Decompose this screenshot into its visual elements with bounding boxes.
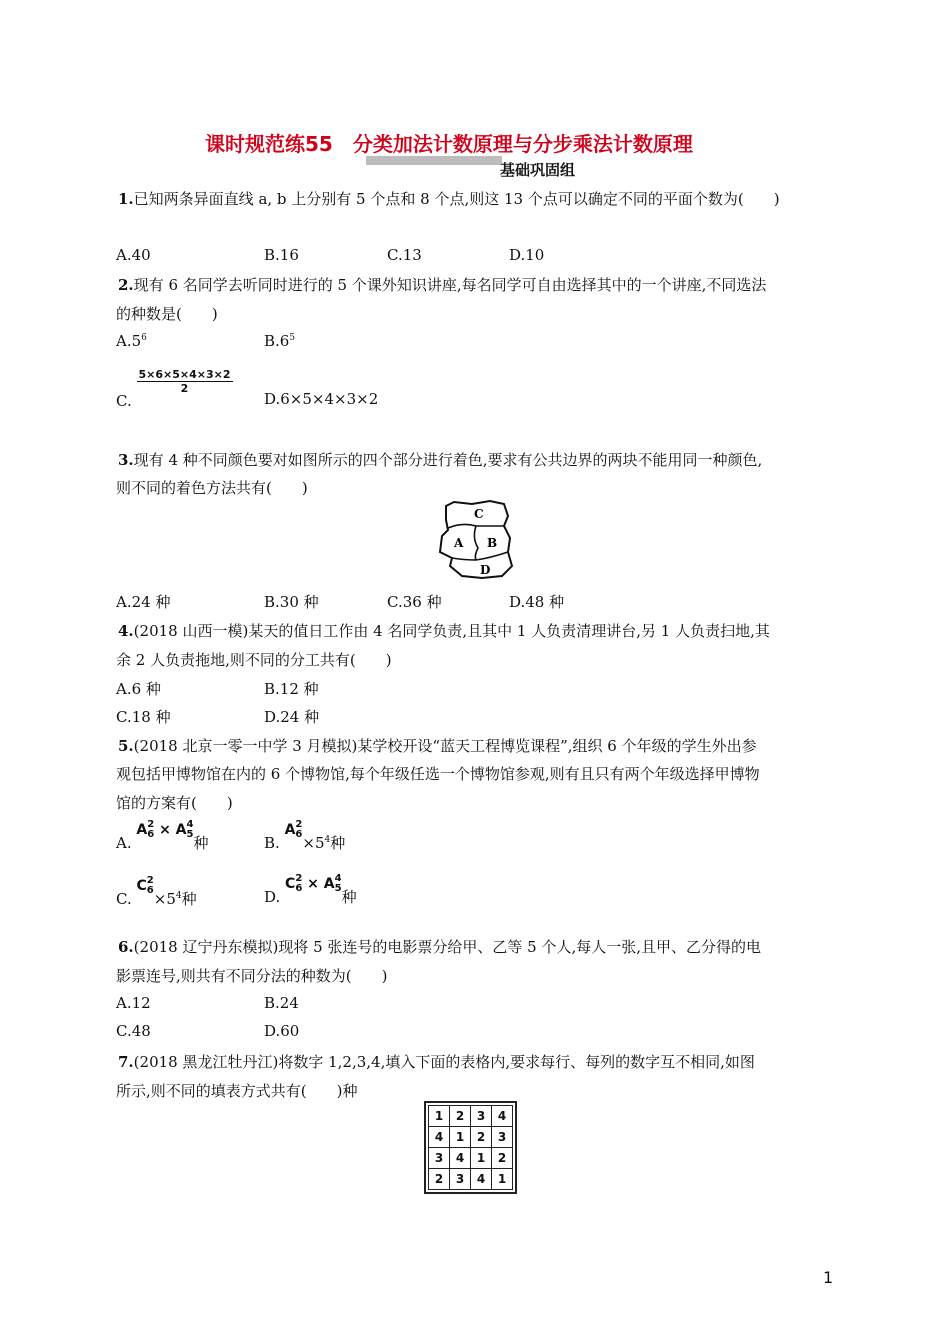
- region-label-d: D: [480, 563, 491, 577]
- question-5: [118, 735, 757, 756]
- grid-cell: 1: [471, 1148, 492, 1169]
- question-text-cont: 所示,则不同的填表方式共有( )种: [116, 1082, 358, 1100]
- option-c: C. $\frac{5\times 6\times 5\times 4\times 3\times 2}{2}$: [116, 368, 231, 410]
- option-d: D. C 2 6 × A 4 5 种: [264, 873, 357, 906]
- grid-cell: 1: [450, 1127, 471, 1148]
- grid-cell: 4: [450, 1148, 471, 1169]
- section-underline: [366, 156, 502, 165]
- grid-row: [429, 1148, 513, 1169]
- option-a: A.24 种: [116, 593, 171, 611]
- option-a: A.6 种: [116, 680, 161, 698]
- option-c: C.48: [116, 1022, 151, 1040]
- question-4: [118, 620, 770, 641]
- question-1: [118, 188, 780, 209]
- question-text: (2018 黑龙江牡丹江)将数字 1,2,3,4,填入下面的表格内,要求每行、每列的数字互不相同,如图: [133, 1053, 755, 1071]
- grid-cell: 3: [471, 1106, 492, 1127]
- question-text-cont: 影票连号,则共有不同分法的种数为( ): [116, 967, 388, 985]
- option-c: C.13: [387, 246, 422, 264]
- grid-cell: 1: [492, 1169, 513, 1190]
- grid-cell: 2: [492, 1148, 513, 1169]
- question-text: 已知两条异面直线 a, b 上分别有 5 个点和 8 个点,则这 13 个点可以确定不同的平面个数为( ): [133, 190, 780, 208]
- option-d: D.6×5×4×3×2: [264, 390, 379, 408]
- grid-cell: 1: [429, 1106, 450, 1127]
- question-number: 5.: [118, 737, 134, 755]
- question-text: (2018 山西一模)某天的值日工作由 4 名同学负责,且其中 1 人负责清理讲台,另 1 人负责扫地,其: [133, 622, 770, 640]
- number-grid: [428, 1105, 513, 1190]
- grid-cell: 4: [429, 1127, 450, 1148]
- grid-cell: 3: [492, 1127, 513, 1148]
- region-label-b: B: [487, 536, 498, 550]
- grid-row: [429, 1169, 513, 1190]
- option-c: C.36 种: [387, 593, 442, 611]
- option-d: D.48 种: [509, 593, 565, 611]
- question-number: 4.: [118, 622, 134, 640]
- grid-cell: 2: [471, 1127, 492, 1148]
- grid-cell: 3: [450, 1169, 471, 1190]
- question-text-cont: 的种数是( ): [116, 305, 218, 323]
- region-label-c: C: [474, 507, 484, 521]
- formula-c2-6-times-a4-5: C 2 6 × A 4 5: [285, 873, 342, 894]
- question-3: [118, 449, 762, 470]
- grid-row: [429, 1127, 513, 1148]
- section-heading: 基础巩固组: [500, 161, 576, 179]
- question-number: 1.: [118, 190, 134, 208]
- page-title: 课时规范练55 分类加法计数原理与分步乘法计数原理: [205, 132, 693, 156]
- question-text: (2018 北京一零一中学 3 月模拟)某学校开设“蓝天工程博览课程”,组织 6 个年级的学生外出参: [133, 737, 757, 755]
- question-text: 现有 6 名同学去听同时进行的 5 个课外知识讲座,每名同学可自由选择其中的一个讲座,不同选法: [133, 276, 767, 294]
- question-number: 3.: [118, 451, 134, 469]
- option-a: A.40: [116, 246, 151, 264]
- option-c: C.18 种: [116, 708, 171, 726]
- boundary-d: [452, 552, 508, 560]
- question-text-cont: 则不同的着色方法共有( ): [116, 479, 308, 497]
- option-d: D.60: [264, 1022, 300, 1040]
- grid-cell: 2: [450, 1106, 471, 1127]
- region-map-diagram: [432, 496, 522, 582]
- region-label-a: A: [454, 536, 464, 550]
- question-text-cont: 馆的方案有( ): [116, 794, 233, 812]
- grid-cell: 4: [471, 1169, 492, 1190]
- option-b: B.30 种: [264, 593, 319, 611]
- grid-cell: 3: [429, 1148, 450, 1169]
- grid-cell: 4: [492, 1106, 513, 1127]
- page-number: 1: [823, 1268, 834, 1287]
- option-d: D.10: [509, 246, 545, 264]
- question-6: [118, 936, 761, 957]
- question-number: 6.: [118, 938, 134, 956]
- option-d: D.24 种: [264, 708, 320, 726]
- option-b: B.16: [264, 246, 299, 264]
- grid-row: [429, 1106, 513, 1127]
- option-b: B.24: [264, 994, 299, 1012]
- option-a: A.12: [116, 994, 151, 1012]
- option-b: B.12 种: [264, 680, 319, 698]
- option-a: A. A 2 6 × A 4 5 种: [116, 819, 209, 852]
- question-text-cont: 余 2 人负责拖地,则不同的分工共有( ): [116, 651, 392, 669]
- option-b: $B.6^5$: [264, 332, 296, 350]
- question-number: 2.: [118, 276, 134, 294]
- fraction: $\frac{5\times 6\times 5\times 4\times 3\times 2}{2}$: [138, 368, 231, 395]
- grid-cell: 2: [429, 1169, 450, 1190]
- question-text: (2018 辽宁丹东模拟)现将 5 张连号的电影票分给甲、乙等 5 个人,每人一张,且甲、乙分得的电: [133, 938, 762, 956]
- formula-c2-6: C 2 6: [136, 875, 154, 896]
- question-text-cont: 观包括甲博物馆在内的 6 个博物馆,每个年级任选一个博物馆参观,则有且只有两个年级选择甲博物: [116, 765, 760, 783]
- question-7: [118, 1051, 755, 1072]
- question-number: 7.: [118, 1053, 134, 1071]
- option-a: $A.5^6$: [116, 332, 147, 350]
- option-c: C. C 2 6 $\times 5^4$种: [116, 875, 197, 908]
- formula-a2-6-times-a4-5: A 2 6 × A 4 5: [136, 819, 194, 840]
- question-2: [118, 274, 766, 295]
- boundary-ab: [474, 526, 478, 560]
- option-b: B. A 2 6 $\times 5^4$种: [264, 819, 346, 852]
- formula-a2-6: A 2 6: [284, 819, 303, 840]
- question-text: 现有 4 种不同颜色要对如图所示的四个部分进行着色,要求有公共边界的两块不能用同一种颜色,: [133, 451, 763, 469]
